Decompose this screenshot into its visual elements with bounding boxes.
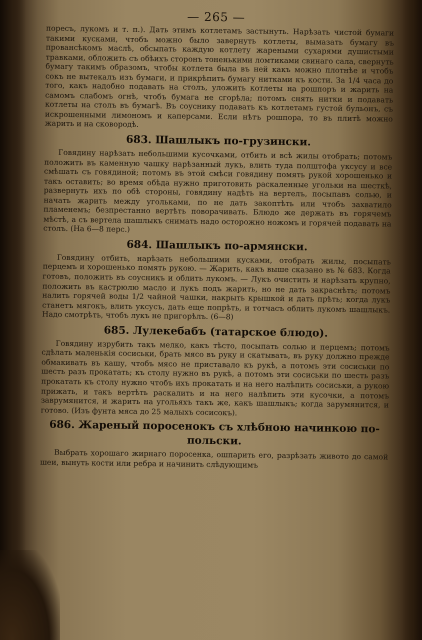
paragraph-intro: поресъ, лукомъ и т. п.). Дать этимъ котлетамъ застынуть. Нарѣзать чистой бумаги такими кусками, чтобъ можно было завернуть котлеты, вымазать бумагу въ провансѣкомъ маслѣ, обсыпать каждую котлету жареными сухарями душистыми травками, обложить съ обѣихъ сторонъ тоненькими ломтиками свинаго сала, свернуть бумагу такимъ образомъ, чтобы котлета была въ ней какъ можно плотнѣе и чтобъ сокъ не вытекалъ изъ бумаги, и прикрѣпить бумагу нитками къ кости. За 1/4 часа до того, какъ надобно подавать на столъ, уложить котлеты на рошпоръ и жарить на самомъ слабомъ огнѣ, чтобъ бумага не сгорѣла; потомъ снять нитки и подавать котлеты на столъ въ бумагѣ. Въ соуснику подавать къ котлетамъ густой бульонъ, съ искрошенными лимономъ и каперсами. Если нѣтъ рошпора, то въ плитѣ можно жарить и на сковородѣ.	[44, 23, 395, 130]
book-page	[18, 0, 407, 640]
paragraph-684: Говядину отбить, нарѣзать небольшими кусками, отобрать жилы, посыпать перцемъ и хорошенько помять рукою. — Жарить, какъ выше сказано въ № 683. Когда готовъ, положить въ соусникъ и облить лукомъ. — Лукъ очистить и нарѣзать крупно, положить въ кастрюлю масло и лукъ подъ жарить, но не дать закраснѣть; потомъ налить горячей воды 1/2 чайной чашки, накрыть крышкой и дать прѣть; когда лукъ станетъ мягокъ, влить уксусъ, дать еще попрѣть, и тотчасъ облить лукомъ шашлыкъ. Надо смотрѣть, чтобъ лукъ не пригорѣлъ. (6—8)	[41, 252, 391, 322]
paragraph-685: Говядину изрубить такъ мелко, какъ тѣсто, посыпать солью и перцемъ; потомъ сдѣлать маленькія сосиськи, брать мясо въ руку и скатывать, въ руку должно прежде обмакивать въ кашу, чтобъ мясо не приставало къ рукѣ, а потомъ эти сосиськи по шесть разъ прокатать; къ столу нужно въ рукѣ, а потомъ эти сосиськи по шесть разъ прокатать къ столу нужно чтобъ ихъ прокатать и на него налѣпить сосиськи, а рукою прижать, и такъ вертѣть раскалить и на него налѣпить эти кусочки, а потомъ заврумянится, и жарить на угольяхъ такъ же, какъ шашлыкъ; когда зарумянится, и готово. (Изъ фунта мяса до 25 малыхъ сосисокъ).	[40, 338, 390, 417]
page-number: — 265 —	[187, 9, 246, 25]
paragraph-686: Выбрать хорошаго жирнаго поросенка, ошпарить его, разрѣзать живото до самой шеи, вынуть кости или ребра и начинить слѣдующимъ	[39, 447, 389, 470]
book-gutter-shadow	[0, 0, 26, 640]
thumb-shadow	[0, 550, 60, 640]
page-body	[20, 23, 406, 471]
heading-686: 686. Жареный поросенокъ съ хлѣбною начинкою по-польски.	[49, 418, 380, 448]
heading-685: 685. Лулекебабъ (татарское блюдо).	[103, 324, 328, 340]
page-edge-shadow	[402, 0, 422, 640]
heading-683: 683. Шашлыкъ по-грузински.	[125, 133, 312, 149]
heading-684: 684. Шашлыкъ по-армянски.	[126, 238, 308, 254]
paragraph-683: Говядину нарѣзать небольшими кусочками, отбить и всѣ жилы отобрать; потомъ положить въ каменную чашку нарѣзанный лукъ, влить туда полштофа уксусу и все смѣшать съ говядиной; потомъ въ этой смѣси говядину помять рукой хорошенько и такъ оставить; во время обѣда нужно приготовить раскаленные угольки на шесткѣ, развернуть ихъ по обѣ стороны, говядину надѣть на вертелъ, посыпавъ солью, и начать жарить между угольками, по не дать закоптѣть или чтобъ захватило пламенемъ; безпрестанно вертѣть поворачивать. Блюдо же держать въ горячемъ мѣстѣ, а съ вертела шашлыкъ снимать надо осторожно ножомъ и горячей подавать на столъ. (На 6—8 перс.)	[43, 147, 393, 235]
